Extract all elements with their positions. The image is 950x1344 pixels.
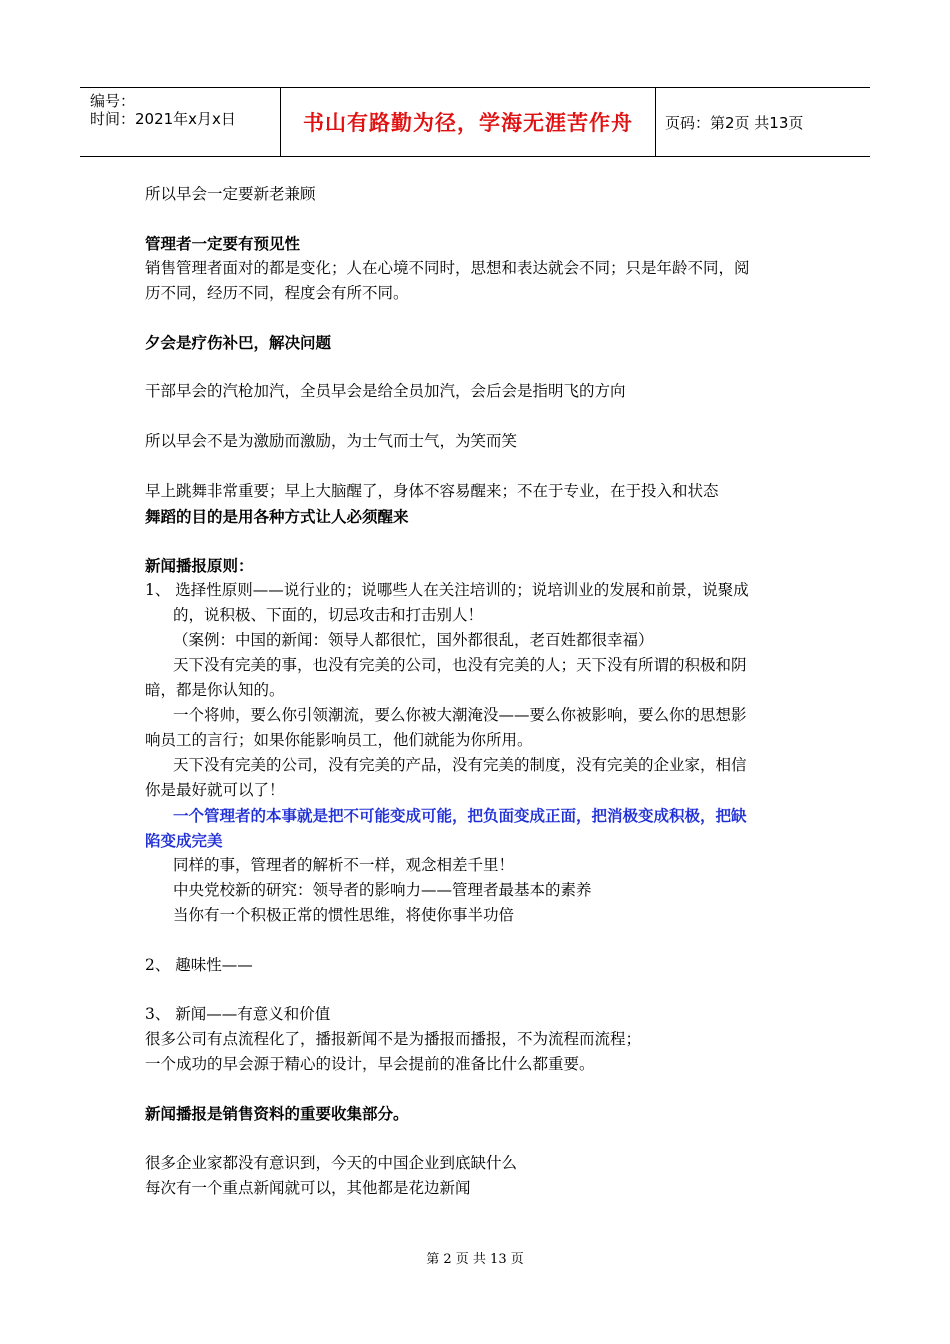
paragraph: （案例：中国的新闻：领导人都很忙，国外都很乱，老百姓都很幸福） [173, 631, 654, 649]
paragraph: 一个成功的早会源于精心的设计，早会提前的准备比什么都重要。 [145, 1055, 595, 1073]
highlighted-paragraph: 陷变成完美 [145, 831, 223, 850]
section-heading: 舞蹈的目的是用各种方式让人必须醒来 [145, 507, 409, 526]
paragraph: 响员工的言行；如果你能影响员工，他们就能为你所用。 [145, 731, 533, 749]
paragraph: 你是最好就可以了！ [145, 781, 285, 799]
paragraph: 当你有一个积极正常的惯性思维，将使你事半功倍 [173, 906, 515, 924]
paragraph: 早上跳舞非常重要；早上大脑醒了，身体不容易醒来；不在于专业，在于投入和状态 [145, 482, 719, 500]
header-page-cell [655, 88, 870, 156]
paragraph: 所以早会一定要新老兼顾 [145, 185, 316, 203]
header-motto-cell [280, 88, 656, 156]
header-left-cell [80, 88, 280, 156]
section-heading: 新闻播报是销售资料的重要收集部分。 [145, 1104, 409, 1123]
section-heading: 夕会是疗伤补巴，解决问题 [145, 333, 332, 352]
paragraph: 一个将帅，要么你引领潮流，要么你被大潮淹没——要么你被影响，要么你的思想影 [173, 706, 747, 724]
paragraph: 销售管理者面对的都是变化；人在心境不同时，思想和表达就会不同；只是年龄不同，阅 [145, 259, 750, 277]
section-heading: 管理者一定要有预见性 [145, 234, 301, 253]
page-footer: 第 2 页 共 13 页 [426, 1252, 524, 1267]
list-item: 3、 新闻——有意义和价值 [145, 1005, 331, 1023]
paragraph: 天下没有完美的公司，没有完美的产品，没有完美的制度，没有完美的企业家，相信 [173, 756, 747, 774]
list-item: 1、 选择性原则——说行业的；说哪些人在关注培训的；说培训业的发展和前景，说聚成 [145, 581, 749, 599]
header-motto: 书山有路勤为径，学海无涯苦作舟 [303, 111, 633, 135]
list-item-continuation: 的，说积极、下面的，切忌攻击和打击别人！ [173, 606, 484, 624]
paragraph: 每次有一个重点新闻就可以，其他都是花边新闻 [145, 1179, 471, 1197]
paragraph: 很多企业家都没有意识到，今天的中国企业到底缺什么 [145, 1154, 518, 1172]
paragraph: 历不同，经历不同，程度会有所不同。 [145, 284, 409, 302]
paragraph: 暗，都是你认知的。 [145, 681, 285, 699]
paragraph: 干部早会的汽枪加汽，全员早会是给全员加汽，会后会是指明飞的方向 [145, 382, 626, 400]
paragraph: 中央党校新的研究：领导者的影响力——管理者最基本的素养 [173, 881, 592, 899]
list-item: 2、 趣味性—— [145, 956, 253, 974]
document-time-label: 时间：2021年x月x日 [90, 110, 236, 128]
paragraph: 很多公司有点流程化了，播报新闻不是为播报而播报，不为流程而流程； [145, 1030, 642, 1048]
document-number-label: 编号： [90, 92, 136, 110]
paragraph: 同样的事，管理者的解析不一样，观念相差千里！ [173, 856, 515, 874]
paragraph: 天下没有完美的事，也没有完美的公司，也没有完美的人；天下没有所谓的积极和阴 [173, 656, 747, 674]
header-page-info: 页码：第2页 共13页 [665, 113, 804, 132]
highlighted-paragraph: 一个管理者的本事就是把不可能变成可能，把负面变成正面，把消极变成积极，把缺 [173, 806, 747, 825]
paragraph: 所以早会不是为激励而激励，为士气而士气，为笑而笑 [145, 432, 518, 450]
page-header [80, 87, 870, 157]
section-heading: 新闻播报原则： [145, 556, 254, 575]
